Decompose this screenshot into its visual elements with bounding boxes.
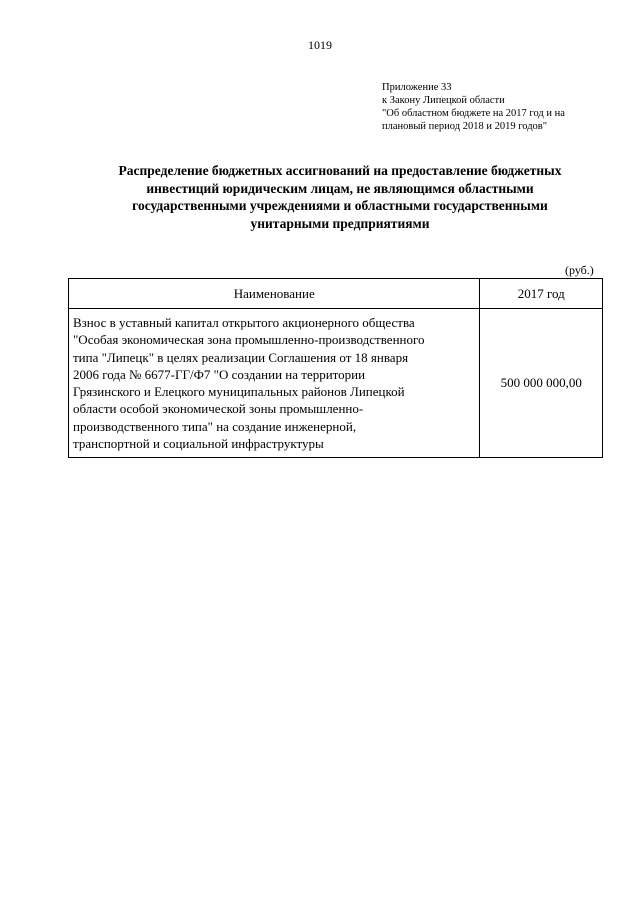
title-line: унитарными предприятиями: [250, 215, 430, 231]
appendix-line: "Об областном бюджете на 2017 год и на: [382, 108, 565, 119]
row-amount-cell: 500 000 000,00: [480, 309, 603, 458]
document-title: [80, 162, 600, 232]
appendix-note: [382, 81, 565, 133]
row-name-line: Взнос в уставный капитал открытого акционерного общества: [73, 315, 415, 330]
row-name-line: типа "Липецк" в целях реализации Соглашения от 18 января: [73, 349, 409, 365]
row-name-line: Грязинского и Елецкого муниципальных районов Липецкой: [73, 384, 405, 400]
appendix-line: Приложение 33: [382, 82, 452, 93]
title-line: государственными учреждениями и областными государственными: [132, 198, 548, 213]
header-name: Наименование: [69, 279, 480, 309]
row-name-line: "Особая экономическая зона промышленно-производственного: [73, 332, 425, 348]
title-line: Распределение бюджетных ассигнований на предоставление бюджетных: [118, 163, 562, 178]
row-name-line: транспортной и социальной инфраструктуры: [73, 436, 324, 452]
title-line: инвестиций юридическим лицам, не являющимся областными: [146, 180, 534, 196]
header-year: 2017 год: [480, 279, 603, 309]
row-name-line: 2006 года № 6677-ГГ/Ф7 "О создании на территории: [73, 366, 366, 382]
appendix-line: к Закону Липецкой области: [382, 95, 505, 106]
table-header-row: [69, 279, 603, 309]
appendix-line: плановый период 2018 и 2019 годов": [382, 121, 548, 132]
table-row: [69, 309, 603, 458]
row-name-line: области особой экономической зоны промышленно-: [73, 401, 364, 417]
row-name-line: производственного типа" на создание инженерной,: [73, 418, 357, 434]
currency-units: (руб.): [565, 263, 594, 277]
budget-table: [68, 278, 603, 458]
page-number: 1019: [308, 38, 332, 52]
row-name-cell: [69, 309, 480, 458]
